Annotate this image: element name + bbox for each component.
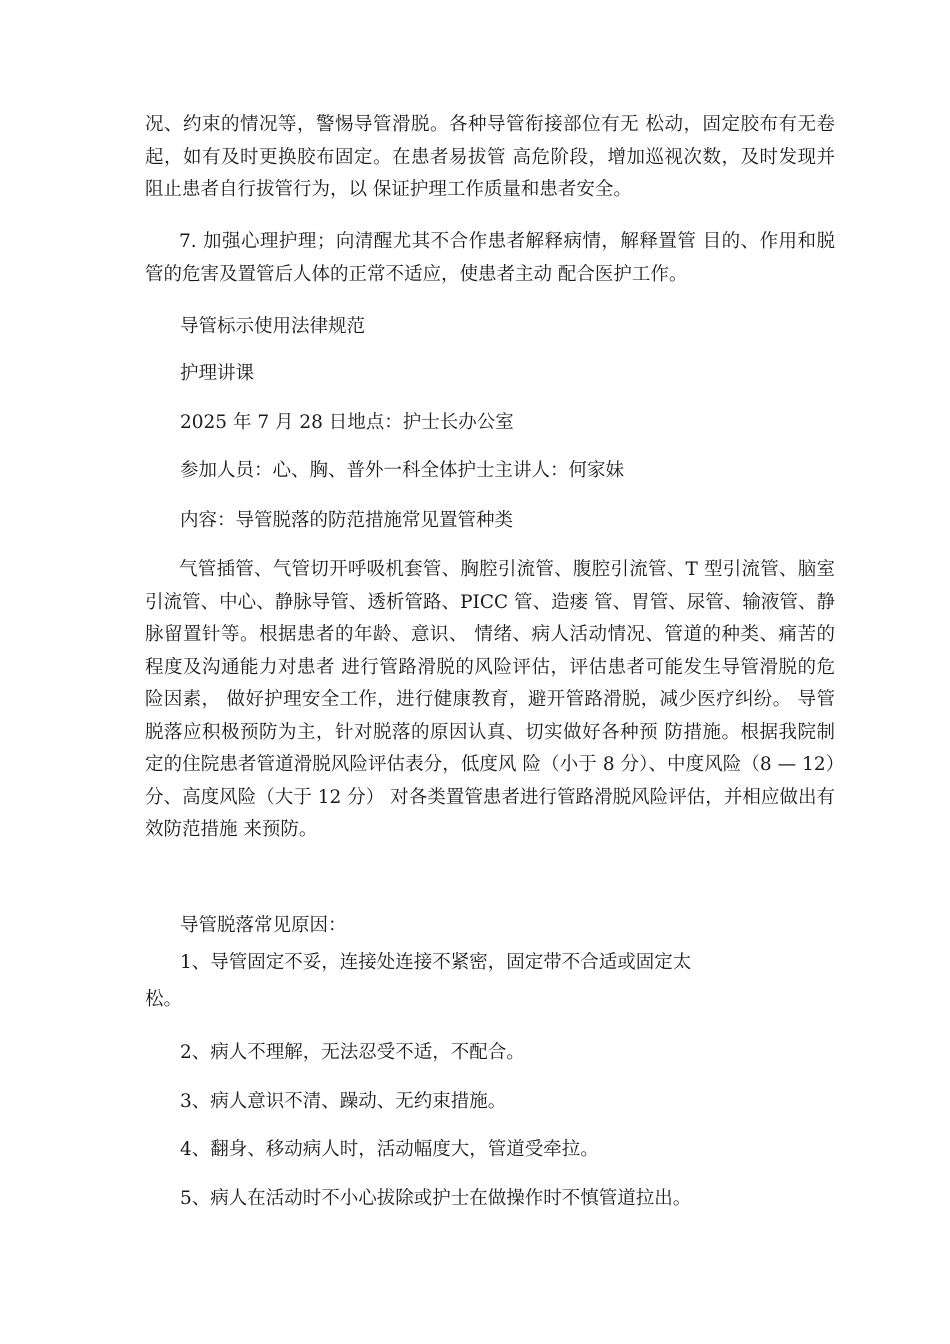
date-and-location: 2025 年 7 月 28 日地点：护士长办公室 [180, 412, 514, 433]
lecture-content: 内容：导管脱落的防范措施常见置管种类 [180, 510, 514, 531]
cause-item-1: 1、导管固定不妥，连接处连接不紧密，固定带不合适或固定太 [180, 952, 692, 973]
cause-item-2: 2、病人不理解，无法忍受不适，不配合。 [180, 1042, 525, 1063]
paragraph-catheter-monitoring: 况、约束的情况等，警惕导管滑脱。各种导管衔接部位有无 松动，固定胶布有无卷起，如有及时更换胶布固定。在患者易拔管 高危阶段，增加巡视次数，及时发现并阻止患者自行拔管行为，以 保证护理工作质量和患者安全。 [145, 114, 835, 200]
cause-item-1-continued: 松。 [145, 989, 183, 1010]
heading-nursing-lecture: 护理讲课 [180, 363, 255, 384]
cause-item-5: 5、病人在活动时不小心拔除或护士在做操作时不慎管道拉出。 [180, 1188, 692, 1209]
cause-item-4: 4、翻身、移动病人时，活动幅度大，管道受牵拉。 [180, 1139, 599, 1160]
heading-catheter-label-standard: 导管标示使用法律规范 [180, 316, 366, 337]
causes-heading: 导管脱落常见原因： [180, 915, 347, 936]
paragraph-psychological-care: 7. 加强心理护理；向清醒尤其不合作患者解释病情，解释置管 目的、作用和脱管的危害及置管后人体的正常不适应，使患者主动 配合医护工作。 [145, 231, 835, 285]
paragraph-catheter-types: 气管插管、气管切开呼吸机套管、胸腔引流管、腹腔引流管、T 型引流管、脑室引流管、中心、静脉导管、透析管路、PICC 管、造瘘 管、胃管、尿管、输液管、静脉留置针等。根据患者的年龄、意识、 情绪、病人活动情况、管道的种类、痛苦的程度及沟通能力对患者 进行管路滑脱的风险评估，评估患者可能发生导管滑脱的危险因素， 做好护理安全工作，进行健康教育，避开管路滑脱，减少医疗纠纷。 导管脱落应积极预防为主，针对脱落的原因认真、切实做好各种预 防措施。根据我院制定的住院患者管道滑脱风险评估表分，低度风 险（小于 8 分）、中度风险（8 — 12）分、高度风险（大于 12 分） 对各类置管患者进行管路滑脱风险评估，并相应做出有效防范措施 来预防。 [145, 559, 835, 840]
cause-item-3: 3、病人意识不清、躁动、无约束措施。 [180, 1091, 507, 1112]
attendees-and-speaker: 参加人员：心、胸、普外一科全体护士主讲人：何家妹 [180, 460, 625, 481]
